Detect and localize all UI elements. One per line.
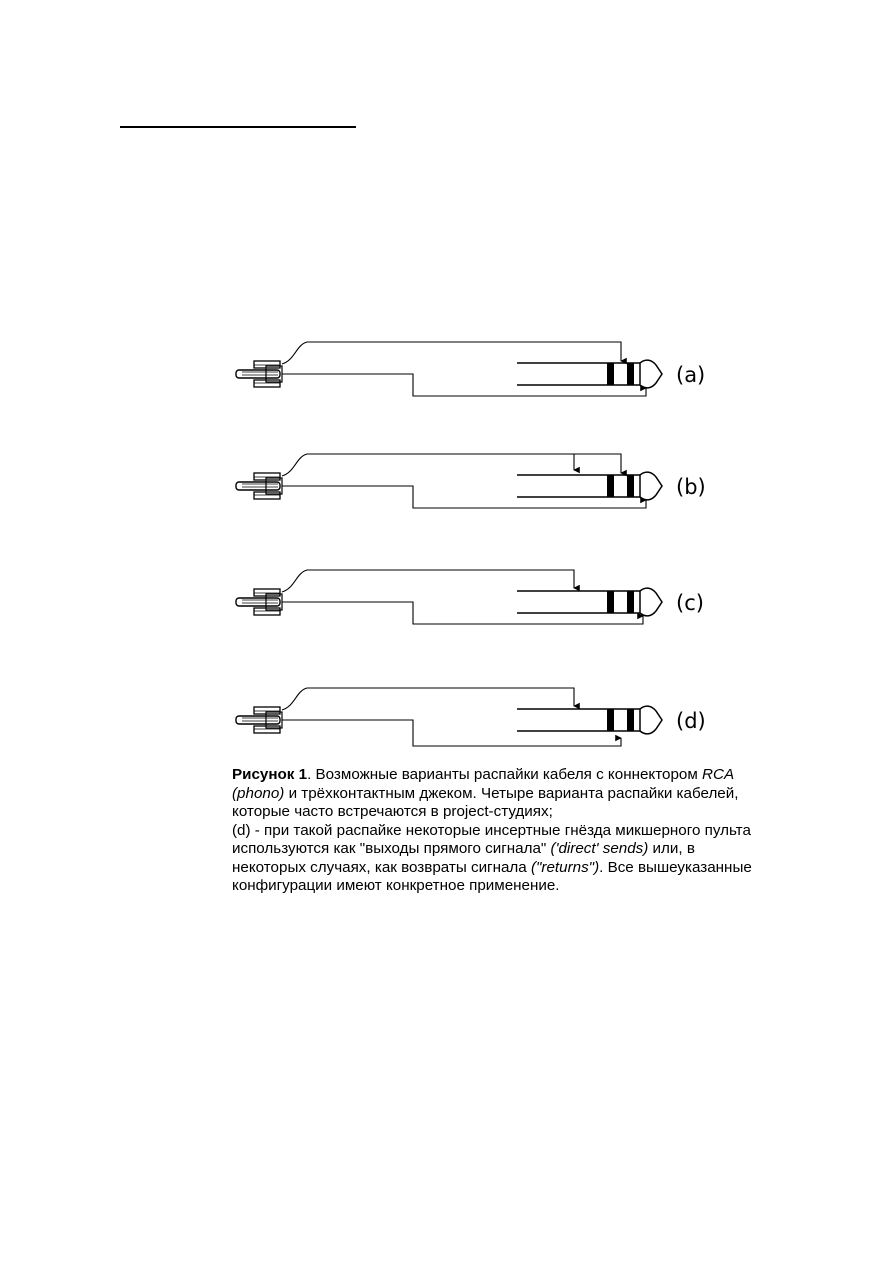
caption-direct-sends: ('direct' sends) [550, 840, 649, 857]
variant-c-label: (c) [676, 591, 704, 615]
variant-b-label: (b) [676, 475, 706, 499]
caption-d-text: (d) - при такой распайке некоторые инсертные гнёзда микшерного пульта используются как "выходы прямого сигнала" [232, 821, 751, 857]
caption-text-2: и трёхконтактным джеком. Четыре варианта распайки кабелей, которые часто встречаются в project-студиях; [232, 784, 739, 820]
caption-paragraph-2 [232, 822, 752, 896]
variant-d-label: (d) [676, 709, 706, 733]
variant-a-diagram [236, 342, 705, 396]
caption-middle: или, в некоторых случаях, как возвраты сигнала [232, 840, 695, 876]
figure-caption [232, 766, 752, 896]
caption-end: . Все вышеуказанные конфигурации имеют конкретное применение. [232, 858, 752, 894]
caption-rca-phono: RCA (phono) [232, 766, 734, 802]
variant-b-diagram [236, 454, 706, 508]
caption-text-1: . Возможные варианты распайки кабеля с коннектором [307, 766, 703, 783]
caption-returns: ("returns") [530, 858, 600, 876]
variant-c-diagram [236, 570, 704, 624]
variant-d-diagram [236, 688, 706, 746]
variant-a-label: (a) [676, 363, 706, 387]
caption-title: Рисунок 1 [232, 766, 308, 783]
caption-paragraph-1 [232, 766, 752, 822]
